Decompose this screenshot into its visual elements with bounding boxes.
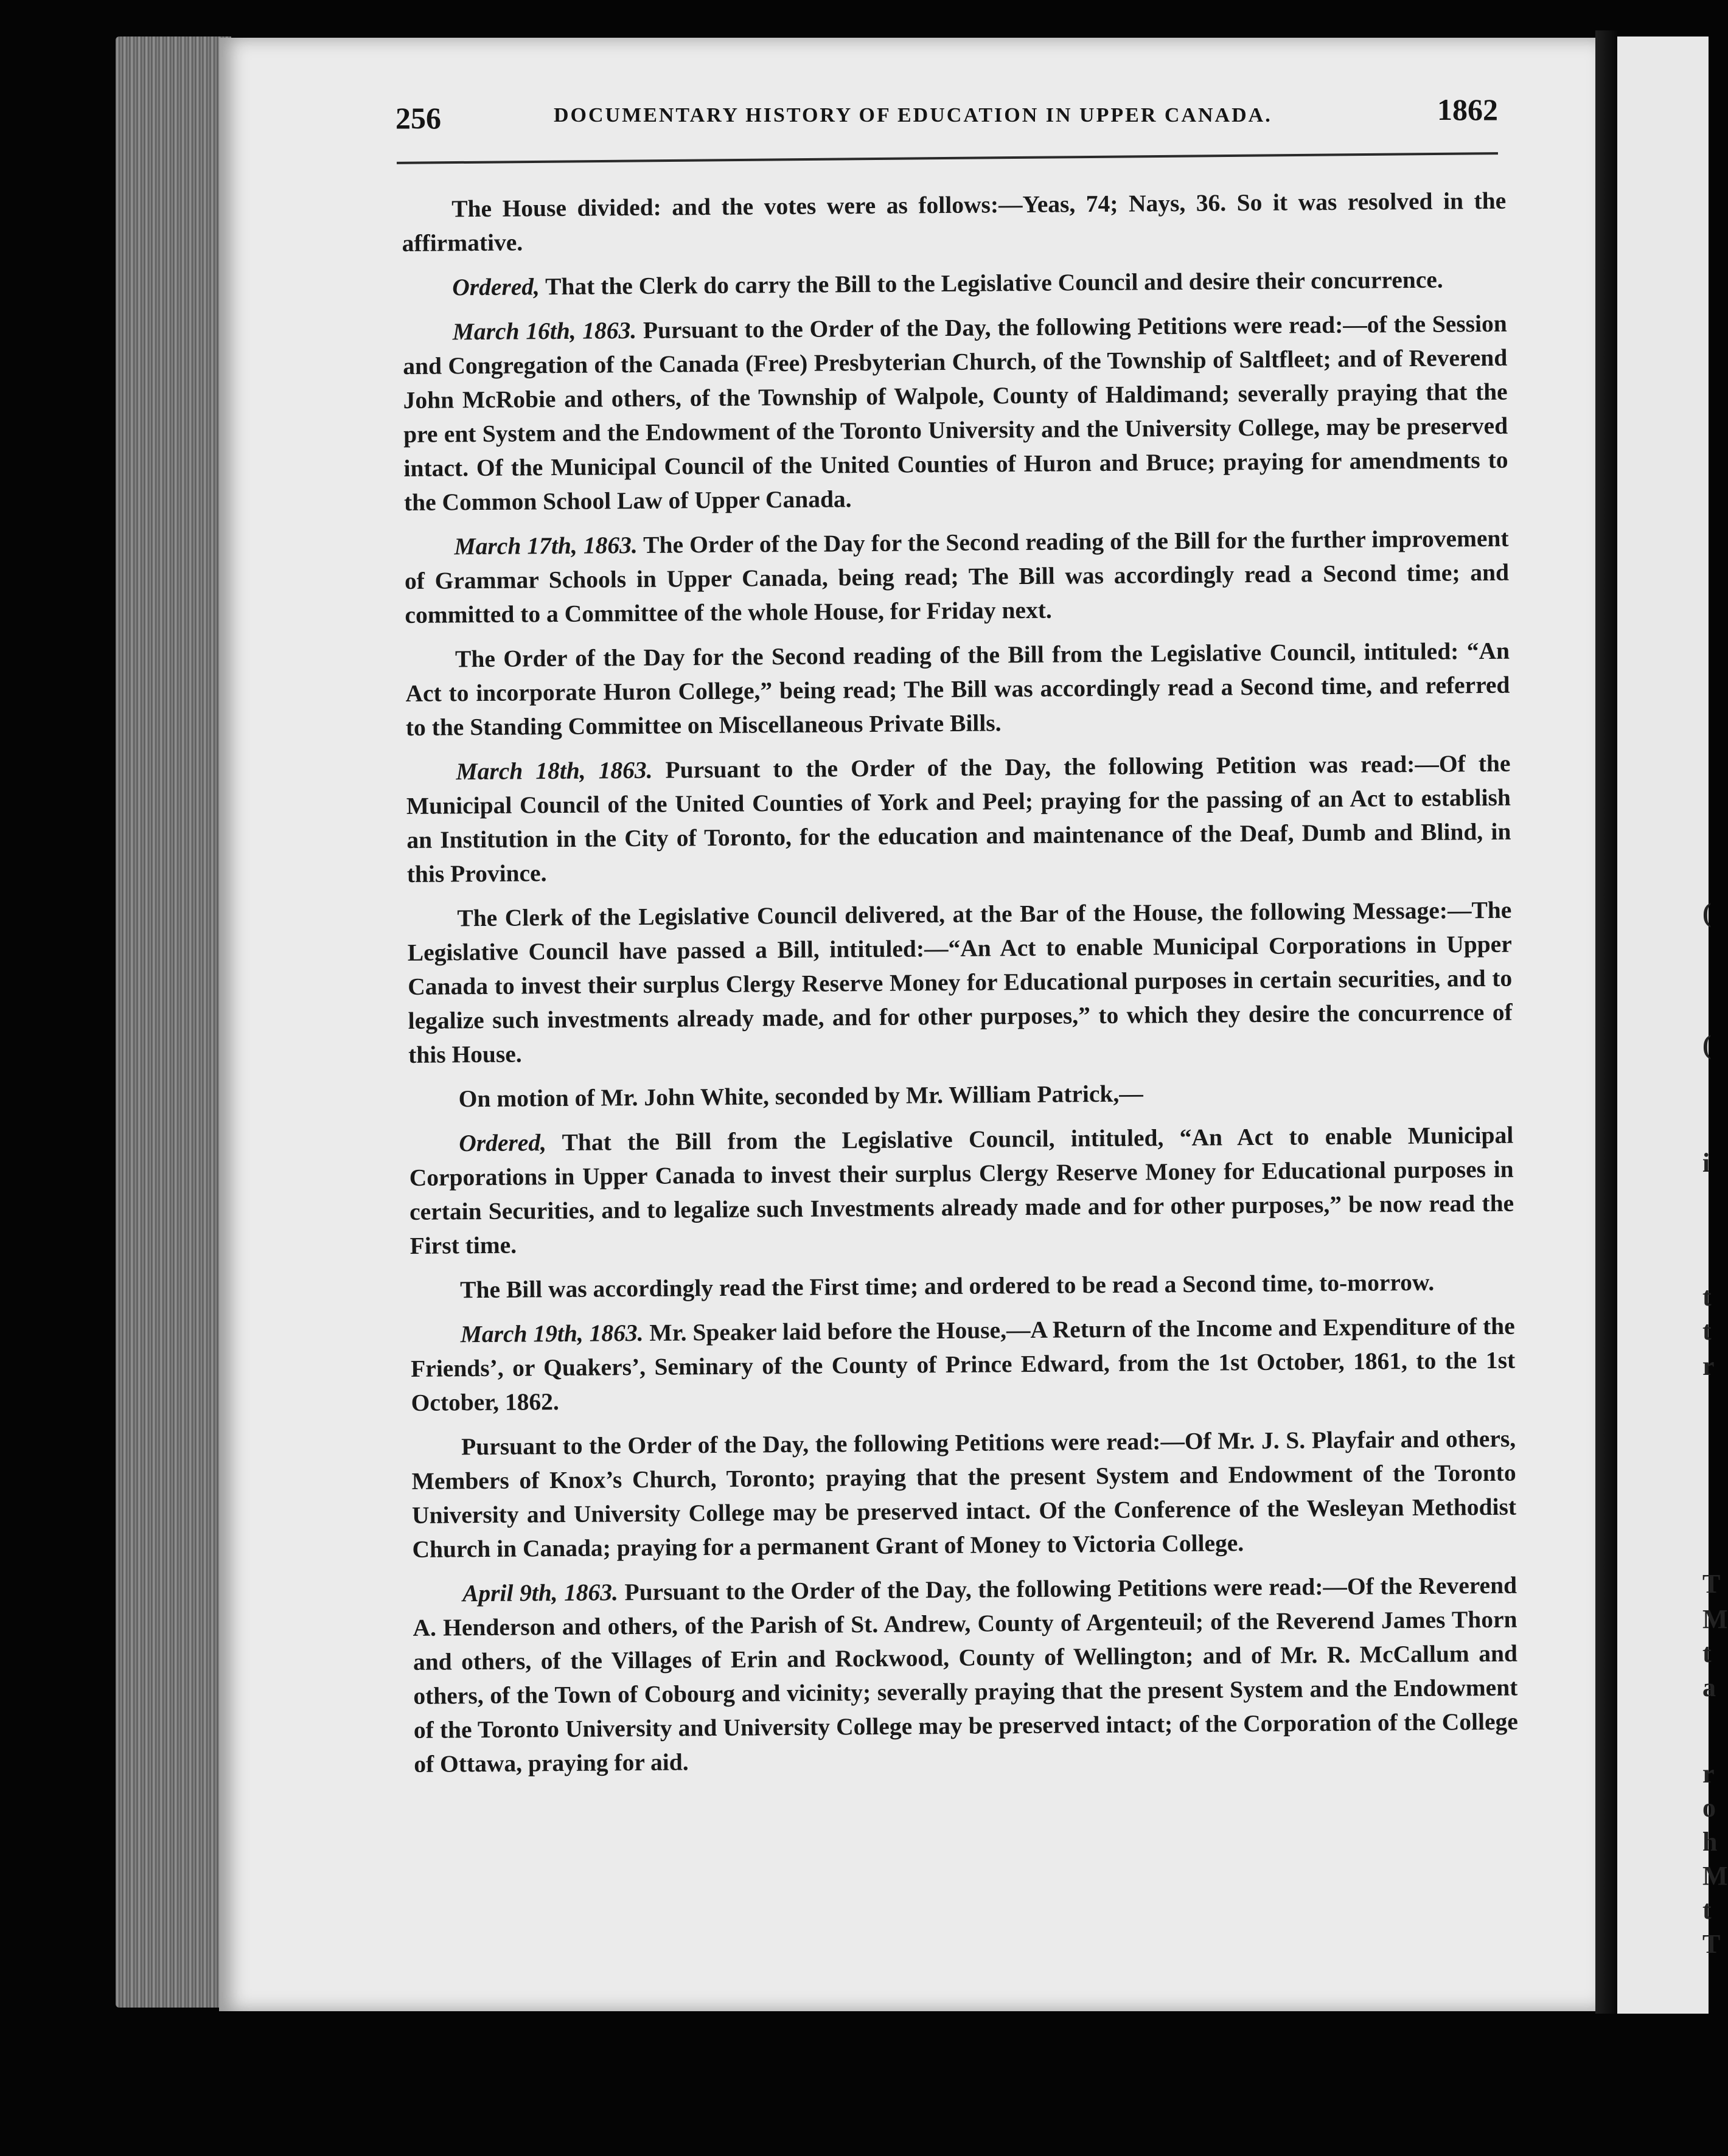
paragraph-text: That the Bill from the Legislative Council, intituled, “An Act to enable Municipal Corporations in Upper Canada to invest their surplus Clergy Reserve Money for Educational purposes in certain Securities, and to legalize such Investments already made and for other purposes,” be now read the First time.: [409, 1121, 1514, 1259]
paragraph: [402, 262, 1507, 305]
paragraph-lead: March 16th, 1863.: [452, 316, 637, 346]
paragraph-text: Pursuant to the Order of the Day, the following Petitions were read:—of the Session and Congregation of the Canada (Free) Presbyterian Church, of the Township of Saltfleet; and of Reverend John McRobie and others, of the Township of Walpole, County of Haldimand; severally praying that the pre ent System and the Endowment of the Toronto University and the University College, may be preserved intact. Of the Municipal Council of the United Counties of Huron and Bruce; praying for amendments to the Common School Law of Upper Canada.: [403, 310, 1508, 516]
paragraph-lead: March 18th, 1863.: [456, 756, 653, 785]
running-header: [395, 88, 1498, 137]
adjacent-page-fragment: t: [1702, 1895, 1712, 1925]
book-page-edges: [116, 37, 231, 2008]
adjacent-page-fragment: T: [1702, 1929, 1721, 1959]
paragraph: [409, 1118, 1514, 1263]
book-gutter: [1595, 30, 1617, 2014]
paragraph-text: The House divided: and the votes were as follows:—Yeas, 74; Nays, 36. So it was resolved in the affirmative.: [402, 187, 1507, 257]
paragraph: [410, 1265, 1514, 1307]
adjacent-page-fragment: r: [1702, 1759, 1715, 1789]
paragraph: [407, 893, 1513, 1072]
adjacent-page-fragment: r: [1702, 1351, 1715, 1381]
paragraph-text: That the Clerk do carry the Bill to the Legislative Council and desire their concurrence.: [539, 266, 1443, 301]
paragraph-lead: Ordered,: [459, 1129, 547, 1157]
adjacent-page-fragment: o: [1702, 1793, 1716, 1823]
paragraph-text: Pursuant to the Order of the Day, the following Petitions were read:—Of Mr. J. S. Playfair and others, Members of Knox’s Church, Toronto; praying that the present System and Endowment of the Toronto University and University College may be preserved intact. Of the Conference of the Wesleyan Methodist Church in Canada; praying for a permanent Grant of Money to Victoria College.: [411, 1425, 1517, 1563]
paragraph-text: Pursuant to the Order of the Day, the following Petition was read:—Of the Municipal Council of the United Counties of York and Peel; praying for the passing of an Act to establish an Institution in the City of Toronto, for the education and maintenance of the Deaf, Dumb and Blind, in this Province.: [406, 749, 1511, 888]
paragraph-text: Mr. Speaker laid before the House,—A Return of the Income and Expenditure of the Friends’, or Quakers’, Seminary of the County of Prince Edward, from the 1st October, 1861, to the 1st October, 1862.: [411, 1312, 1516, 1416]
adjacent-page-fragment: M: [1702, 1604, 1728, 1634]
paragraph: [411, 1309, 1516, 1420]
paragraph-text: The Clerk of the Legislative Council delivered, at the Bar of the House, the following Message:—The Legislative Council have passed a Bill, intituled:—“An Act to enable Municipal Corporations in Upper Canada to invest their surplus Clergy Reserve Money for Educational purposes in certain securities, and to legalize such investments already made, and for other purposes,” to which they desire the concurrence of this House.: [407, 896, 1513, 1068]
adjacent-page-fragment: (: [1702, 898, 1712, 928]
running-title: DOCUMENTARY HISTORY OF EDUCATION IN UPPER CANADA.: [554, 104, 1272, 127]
paragraph-lead: March 19th, 1863.: [460, 1319, 644, 1348]
adjacent-page-fragment: t: [1702, 1282, 1712, 1312]
adjacent-page-fragment: T: [1702, 1569, 1721, 1599]
adjacent-page-fragment: h: [1702, 1827, 1718, 1857]
paragraph: [403, 307, 1509, 520]
header-year: 1862: [1437, 92, 1498, 127]
adjacent-page-fragment: t: [1702, 1316, 1712, 1346]
adjacent-page-fragment: (: [1702, 1030, 1712, 1060]
paragraph: [408, 1074, 1513, 1116]
paragraph: [413, 1568, 1519, 1781]
paragraph-text: On motion of Mr. John White, seconded by Mr. William Patrick,—: [458, 1080, 1143, 1113]
page-body: [402, 184, 1519, 1792]
paragraph: [406, 746, 1511, 891]
paragraph: [405, 634, 1510, 745]
adjacent-page-fragment: a: [1702, 1672, 1716, 1702]
paragraph-lead: March 17th, 1863.: [454, 531, 638, 560]
paragraph-lead: April 9th, 1863.: [462, 1579, 619, 1607]
adjacent-page-fragment: t: [1702, 1638, 1712, 1668]
paragraph: [402, 184, 1507, 260]
paragraph-text: The Order of the Day for the Second reading of the Bill for the further improvement of Grammar Schools in Upper Canada, being read; The Bill was accordingly read a Second time; and committed to a Committee of the whole House, for Friday next.: [404, 524, 1510, 628]
paragraph-text: The Bill was accordingly read the First time; and ordered to be read a Second time, to-morrow.: [460, 1268, 1435, 1304]
paragraph-text: The Order of the Day for the Second reading of the Bill from the Legislative Council, intituled: “An Act to incorporate Huron College,” being read; The Bill was accordingly read a Second time, and referred to the Standing Committee on Miscellaneous Private Bills.: [405, 637, 1510, 741]
adjacent-page: [1617, 37, 1728, 2014]
adjacent-page-fragment: i: [1702, 1148, 1710, 1178]
paragraph: [404, 521, 1509, 632]
paragraph-lead: Ordered,: [452, 273, 540, 301]
adjacent-page-fragment: M: [1702, 1861, 1728, 1891]
paragraph-text: Pursuant to the Order of the Day, the following Petitions were read:—Of the Reverend A. Henderson and others, of the Parish of St. Andrew, County of Argenteuil; of the Reverend James Thorn and others, of the Villages of Erin and Rockwood, County of Wellington; and of Mr. R. McCallum and others, of the Town of Cobourg and vicinity; severally praying that the present System and the Endowment of the Toronto University and University College may be preserved intact; of the Corporation of the College of Ottawa, praying for aid.: [413, 1571, 1518, 1778]
page-number: 256: [395, 101, 441, 135]
paragraph: [411, 1422, 1517, 1567]
